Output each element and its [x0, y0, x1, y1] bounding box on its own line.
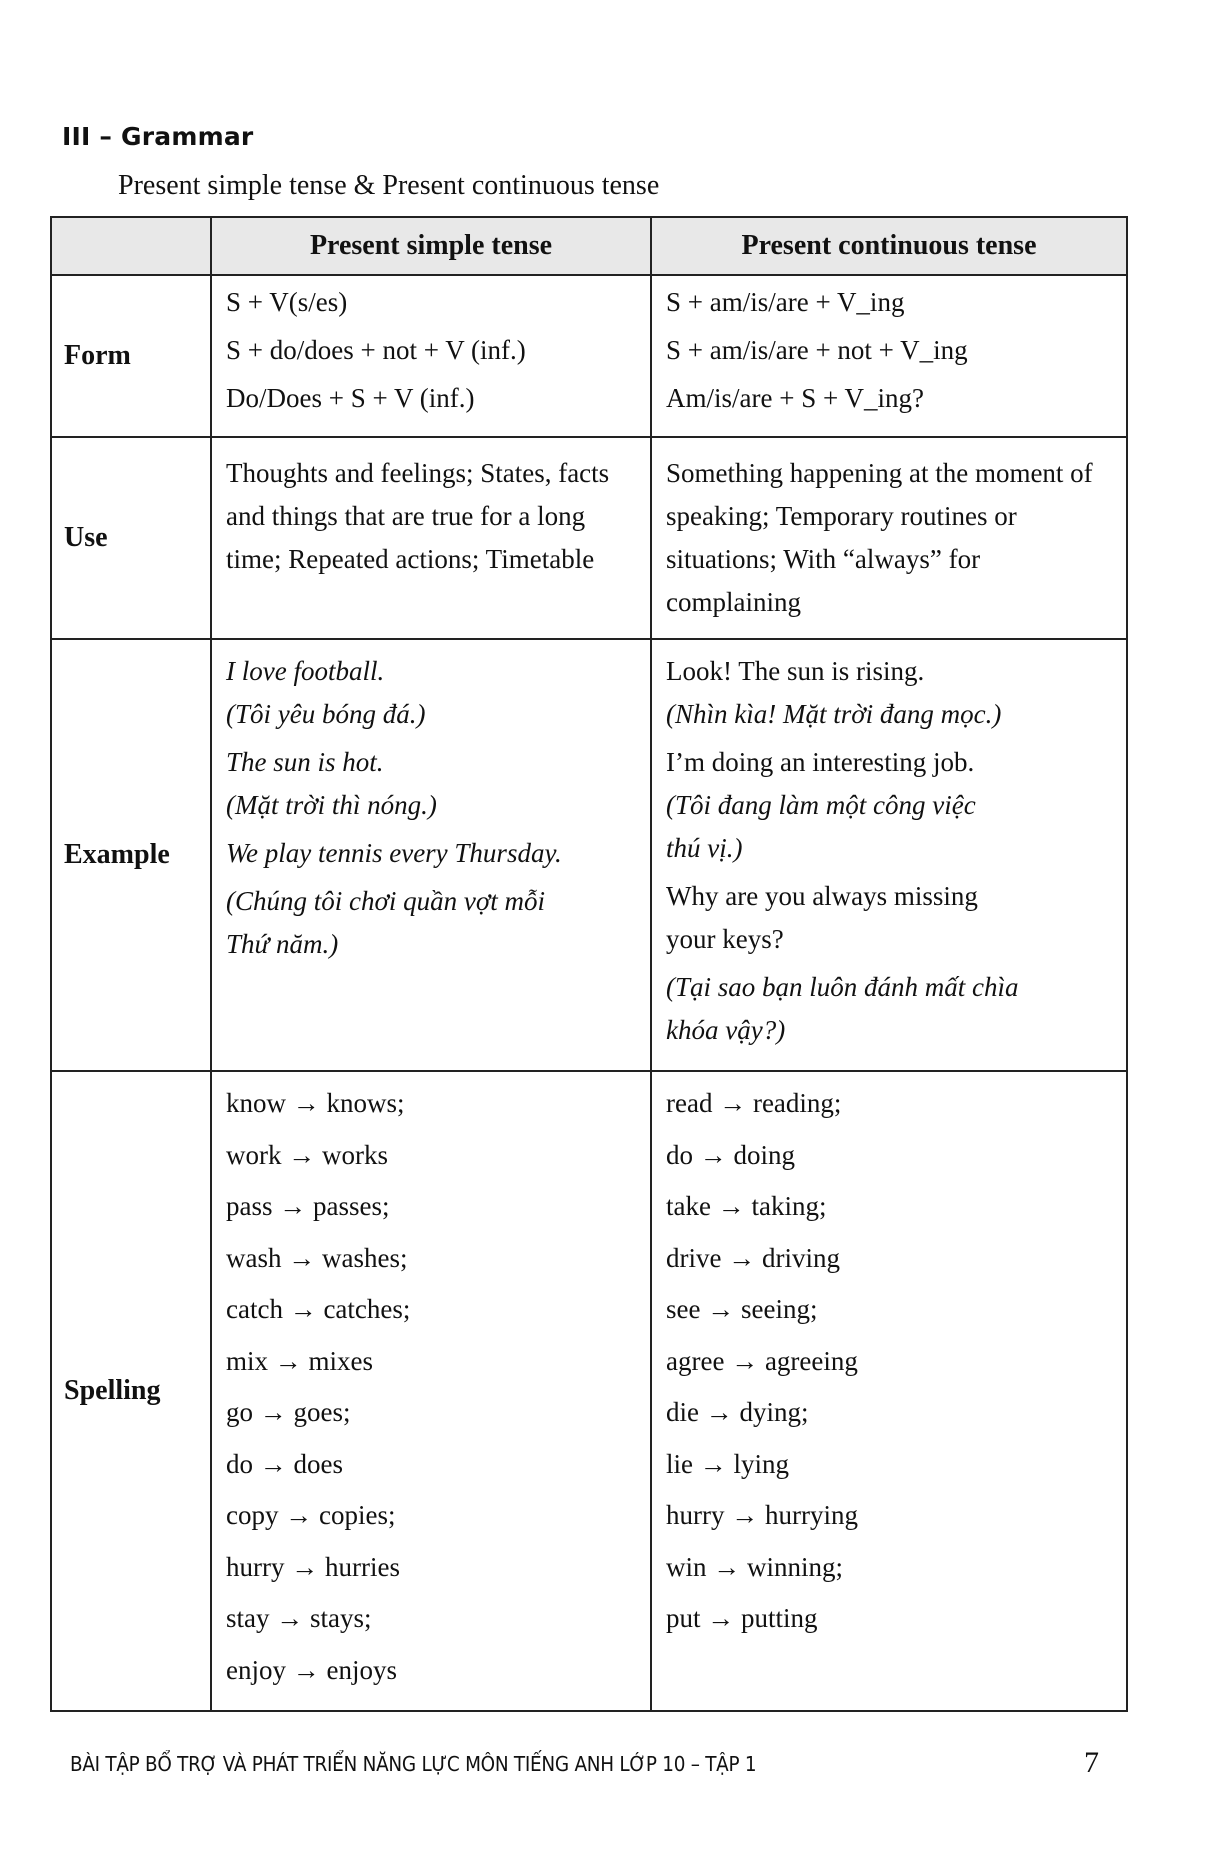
row-label-example: Example [51, 639, 211, 1071]
example-continuous-cell [651, 639, 1127, 1071]
spelling-simple-item: wash → washes; [226, 1242, 408, 1273]
form-continuous-cell [651, 275, 1127, 437]
footer-book-title: BÀI TẬP BỔ TRỢ VÀ PHÁT TRIỂN NĂNG LỰC MÔN TIẾNG ANH LỚP 10 – TẬP 1 [70, 1752, 757, 1776]
example-simple-sentence: I love football. [226, 656, 385, 686]
spelling-simple-cell [211, 1071, 651, 1711]
spelling-simple-item: hurry → hurries [226, 1551, 400, 1582]
row-label-form: Form [51, 275, 211, 437]
example-simple-sentence: The sun is hot. [226, 747, 384, 777]
section-title: III – Grammar [62, 122, 254, 151]
spelling-simple-item: work → works [226, 1139, 388, 1170]
example-simple-translation: (Mặt trời thì nóng.) [226, 790, 437, 820]
example-continuous-translation: thú vị.) [666, 833, 743, 863]
spelling-continuous-item: see → seeing; [666, 1294, 818, 1324]
spelling-continuous-cell [651, 1071, 1127, 1711]
spelling-row [51, 1071, 1127, 1711]
example-simple-translation: (Chúng tôi chơi quần vợt mỗi [226, 886, 546, 916]
use-continuous-text: Something happening at the moment of speaking; Temporary routines or situations; With “always” for complaining [666, 458, 1093, 617]
spelling-simple-item: know → knows; [226, 1088, 405, 1118]
spelling-simple-item: catch → catches; [226, 1294, 411, 1324]
example-simple-cell [211, 639, 651, 1071]
spelling-simple-item: copy → copies; [226, 1500, 396, 1530]
spelling-continuous-item: win → winning; [666, 1551, 844, 1582]
header-row [51, 217, 1127, 275]
use-simple-cell [211, 437, 651, 639]
example-continuous-sentence: Look! The sun is rising. [666, 656, 925, 686]
example-row [51, 639, 1127, 1071]
form-continuous-question: Am/is/are + S + V_ing? [666, 383, 924, 413]
example-continuous-translation: khóa vậy?) [666, 1015, 786, 1045]
form-simple-affirmative: S + V(s/es) [226, 287, 348, 317]
form-continuous-affirmative: S + am/is/are + V_ing [666, 287, 905, 317]
spelling-continuous-item: hurry → hurrying [666, 1500, 858, 1530]
example-continuous-sentence: Why are you always missing [666, 881, 978, 911]
grammar-table [50, 216, 1128, 1712]
spelling-continuous-item: take → taking; [666, 1191, 827, 1221]
use-continuous-cell [651, 437, 1127, 639]
example-continuous-translation: (Tại sao bạn luôn đánh mất chìa [666, 972, 1019, 1002]
header-corner [51, 217, 211, 275]
spelling-continuous-item: agree → agreeing [666, 1345, 858, 1376]
example-simple-translation: (Tôi yêu bóng đá.) [226, 699, 426, 729]
spelling-continuous-item: drive → driving [666, 1242, 840, 1273]
form-row [51, 275, 1127, 437]
example-continuous-sentence: I’m doing an interesting job. [666, 747, 975, 777]
example-continuous-sentence: your keys? [666, 924, 784, 954]
form-simple-cell [211, 275, 651, 437]
spelling-continuous-item: lie → lying [666, 1448, 789, 1479]
example-continuous-translation: (Nhìn kìa! Mặt trời đang mọc.) [666, 699, 1002, 729]
header-present-continuous: Present continuous tense [651, 217, 1127, 275]
row-label-spelling: Spelling [51, 1071, 211, 1711]
form-continuous-negative: S + am/is/are + not + V_ing [666, 335, 968, 365]
spelling-continuous-item: die → dying; [666, 1397, 809, 1427]
spelling-continuous-item: do → doing [666, 1139, 796, 1170]
header-present-simple: Present simple tense [211, 217, 651, 275]
spelling-simple-item: mix → mixes [226, 1345, 373, 1376]
spelling-simple-item: go → goes; [226, 1397, 351, 1427]
example-continuous-translation: (Tôi đang làm một công việc [666, 790, 976, 820]
spelling-simple-item: pass → passes; [226, 1191, 390, 1221]
table-caption: Present simple tense & Present continuous tense [118, 170, 660, 201]
example-simple-translation: Thứ năm.) [226, 929, 339, 959]
spelling-simple-item: do → does [226, 1448, 343, 1479]
spelling-simple-item: enjoy → enjoys [226, 1654, 397, 1685]
use-simple-text: Thoughts and feelings; States, facts and things that are true for a long time; Repeated actions; Timetable [226, 458, 610, 574]
form-simple-question: Do/Does + S + V (inf.) [226, 383, 475, 413]
page-number: 7 [1084, 1746, 1099, 1779]
use-row [51, 437, 1127, 639]
example-simple-sentence: We play tennis every Thursday. [226, 838, 562, 868]
spelling-simple-item: stay → stays; [226, 1603, 372, 1633]
spelling-continuous-item: put → putting [666, 1603, 818, 1633]
spelling-continuous-item: read → reading; [666, 1088, 842, 1118]
form-simple-negative: S + do/does + not + V (inf.) [226, 335, 526, 365]
row-label-use: Use [51, 437, 211, 639]
